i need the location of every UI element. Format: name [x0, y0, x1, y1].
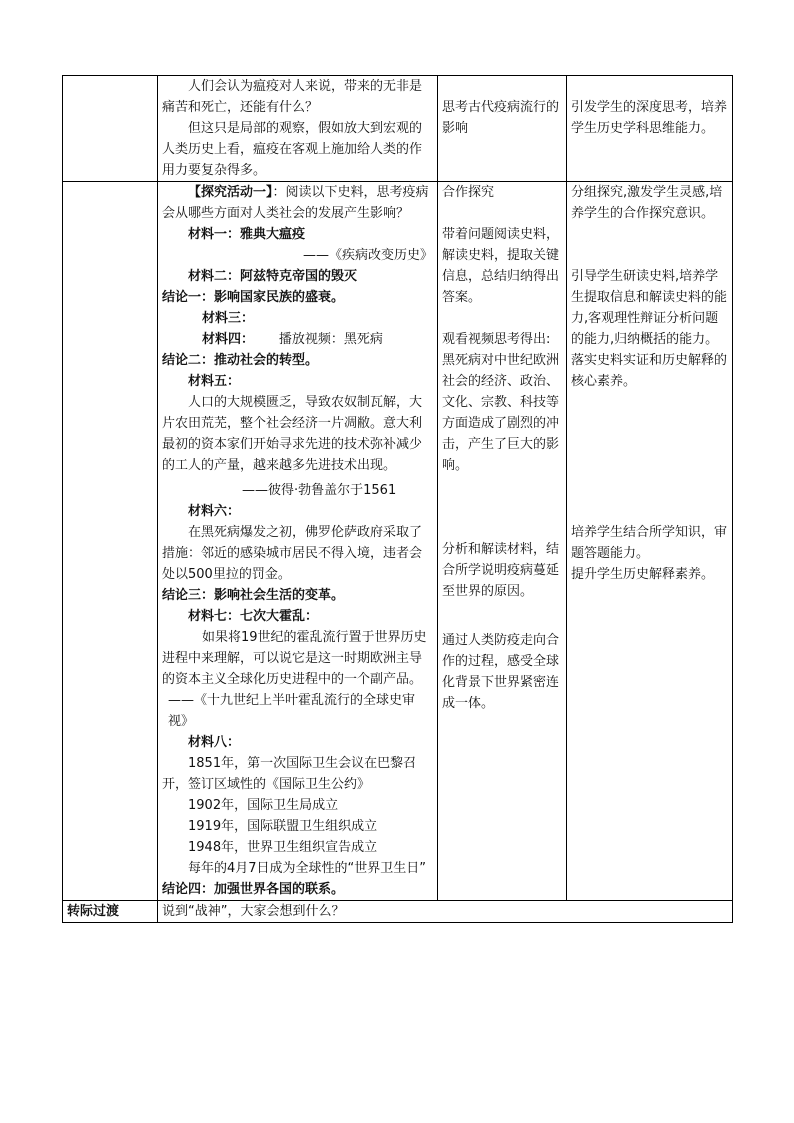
design-intent-4: 提升学生历史解释素养。 — [571, 567, 715, 582]
material-2: 材料二：阿兹特克帝国的毁灭 — [188, 269, 358, 284]
row-intro-student-cell — [438, 76, 567, 182]
student-activity-2: 带着问题阅读史料，解读史料，提取关键信息，总结归纳得出答案。 — [442, 227, 560, 305]
design-intent-3: 培养学生结合所学知识，审题答题能力。 — [571, 525, 728, 561]
material-5: 材料五： — [188, 374, 241, 389]
transition-label: 转际过渡 — [63, 901, 158, 923]
conclusion-2: 结论二：推动社会的转型。 — [162, 353, 319, 368]
material-3: 材料三： — [202, 311, 255, 326]
row-explore-label-cell — [63, 182, 158, 901]
material-6: 材料六： — [188, 504, 241, 519]
row-intro-label-cell — [63, 76, 158, 182]
row-explore-intent-cell — [567, 182, 733, 901]
lesson-plan-table — [62, 75, 733, 923]
conclusion-4: 结论四：加强世界各国的联系。 — [162, 882, 345, 897]
material-1-source: ——《疾病改变历史》 — [302, 248, 433, 263]
student-activity-1: 合作探究 — [442, 185, 495, 200]
row-transition — [63, 901, 733, 923]
row-intro-intent-cell — [567, 76, 733, 182]
material-8: 材料八： — [188, 735, 241, 750]
material-8-item-2: 1902年，国际卫生局成立 — [188, 798, 339, 813]
activity-text: ：阅读以下史料，思考疫病会从哪些方面对人类社会的发展产生影响？ — [162, 185, 429, 221]
material-6-text: 在黑死病爆发之初，佛罗伦萨政府采取了措施：邻近的感染城市居民不得入境，违者会处以500里拉的罚金。 — [162, 525, 423, 582]
student-activity-3: 观看视频思考得出:黑死病对中世纪欧洲社会的经济、政治、文化、宗教、科技等方面造成了剧烈的冲击，产生了巨大的影响。 — [442, 332, 560, 473]
material-7-source: ——《十九世纪上半叶霍乱流行的全球史审视》 — [168, 693, 416, 729]
design-intent-2: 引导学生研读史料,培养学生提取信息和解读史料的能力,客观理性辩证分析问题的能力,归纳概括的能力。落实史料实证和历史解释的核心素养。 — [571, 269, 728, 389]
material-7-text: 如果将19世纪的霍乱流行置于世界历史进程中来理解，可以说它是这一时期欧洲主导的资本主义全球化历史进程中的一个副产品。 — [162, 630, 427, 687]
transition-content: 说到“战神”，大家会想到什么？ — [158, 901, 733, 923]
intro-paragraph-1: 人们会认为瘟疫对人来说，带来的无非是痛苦和死亡，还能有什么？ — [162, 79, 423, 115]
intro-design-intent: 引发学生的深度思考，培养学生历史学科思维能力。 — [571, 100, 728, 136]
design-intent-1: 分组探究,激发学生灵感,培养学生的合作探究意识。 — [571, 185, 723, 221]
row-intro-content-cell — [158, 76, 438, 182]
student-activity-4: 分析和解读材料，结合所学说明疫病蔓延至世界的原因。 — [442, 542, 560, 599]
material-8-item-4: 1948年，世界卫生组织宣告成立 — [188, 840, 378, 855]
intro-student-activity: 思考古代疫病流行的影响 — [442, 100, 560, 136]
row-intro — [63, 76, 733, 182]
student-activity-5: 通过人类防疫走向合作的过程，感受全球化背景下世界紧密连成一体。 — [442, 633, 560, 711]
conclusion-1: 结论一：影响国家民族的盛衰。 — [162, 290, 345, 305]
material-5-text: 人口的大规模匮乏，导致农奴制瓦解，大片农田荒芜，整个社会经济一片凋敝。意大利最初的资本家们开始寻求先进的技术弥补减少的工人的产量，越来越多先进技术出现。 — [162, 395, 423, 473]
material-8-item-1: 1851年，第一次国际卫生会议在巴黎召开，签订区域性的《国际卫生公约》 — [162, 756, 417, 792]
material-1: 材料一：雅典大瘟疫 — [188, 227, 306, 242]
row-explore — [63, 182, 733, 901]
activity-heading — [162, 182, 433, 224]
activity-title: 【探究活动一】 — [188, 185, 273, 200]
material-7: 材料七：七次大霍乱： — [188, 609, 319, 624]
intro-paragraph-2: 但这只是局部的观察，假如放大到宏观的人类历史上看，瘟疫在客观上施加给人类的作用力要复杂得多。 — [162, 121, 423, 178]
row-explore-student-cell — [438, 182, 567, 901]
conclusion-3: 结论三：影响社会生活的变革。 — [162, 588, 345, 603]
material-8-item-3: 1919年，国际联盟卫生组织成立 — [188, 819, 378, 834]
row-explore-content-cell — [158, 182, 438, 901]
material-5-source: ——彼得·勃鲁盖尔于1561 — [242, 483, 397, 498]
material-8-item-5: 每年的4月7日成为全球性的“世界卫生日” — [188, 861, 427, 876]
material-4: 材料四： 播放视频：黑死病 — [202, 332, 383, 347]
